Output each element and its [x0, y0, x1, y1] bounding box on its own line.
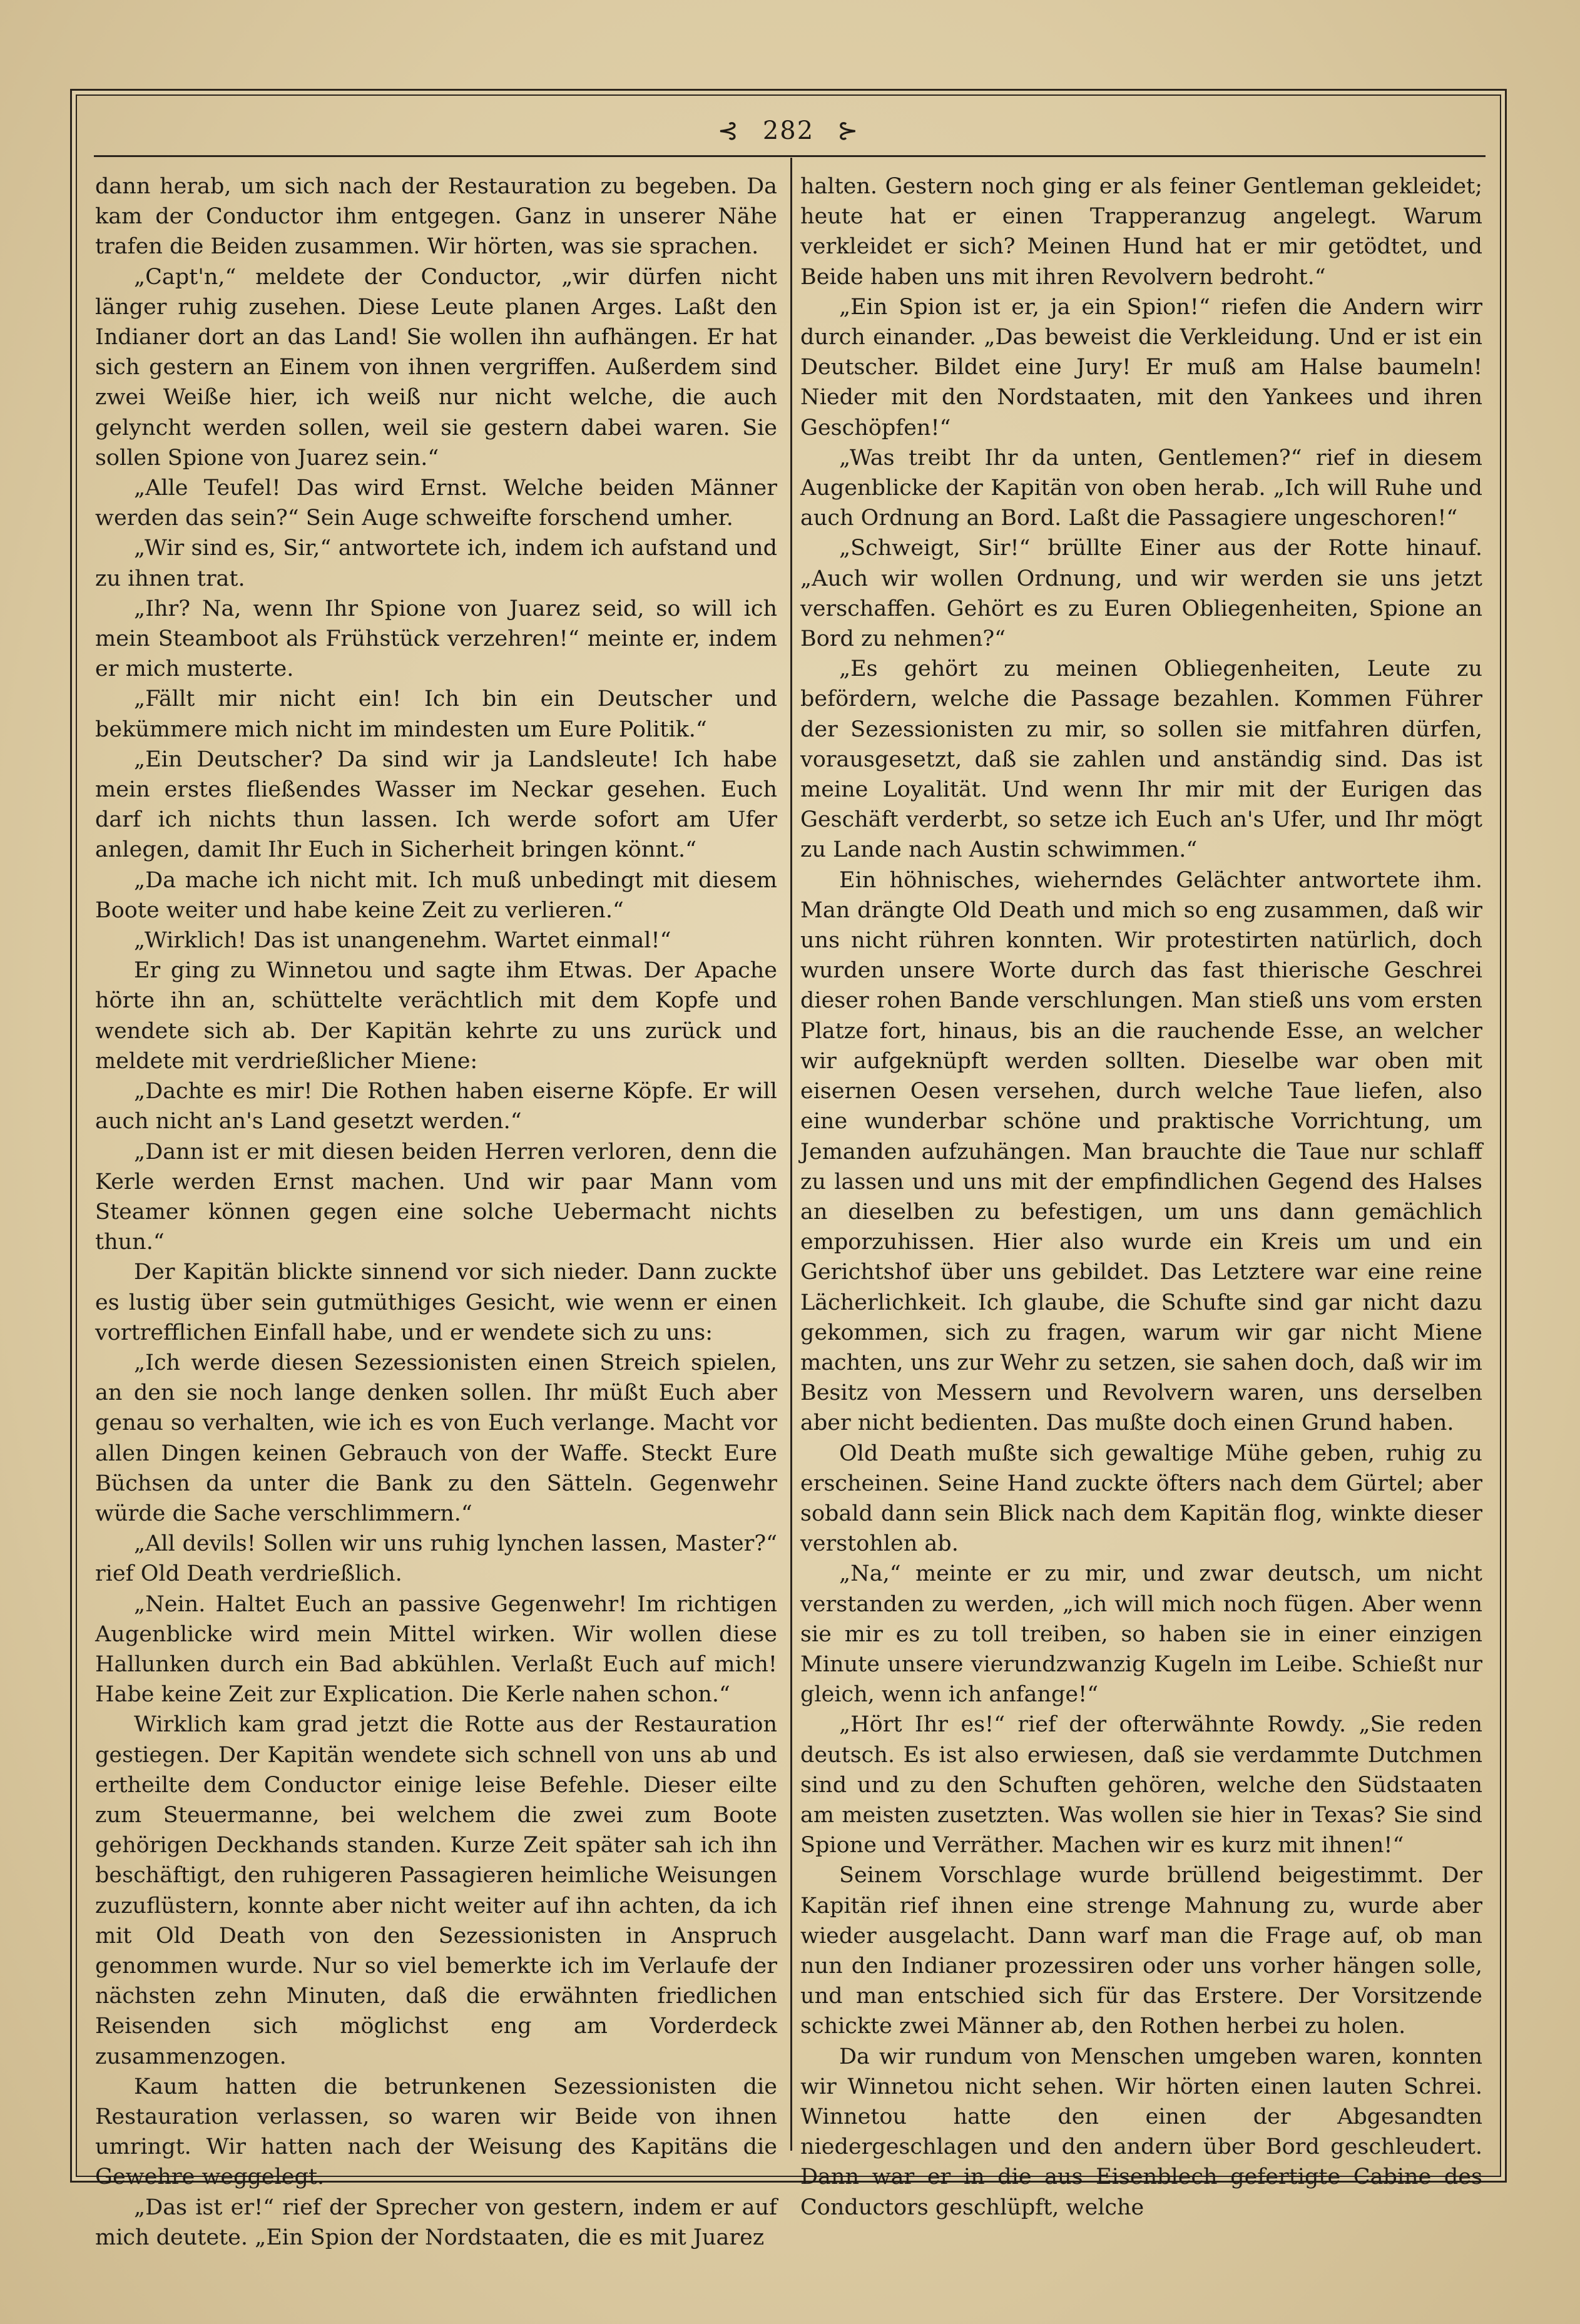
paragraph: „Nein. Haltet Euch an passive Gegenwehr! Im richtigen Augenblicke wird mein Mittel wirken. Wir wollen diese Hallunken durch ein Bad abkühlen. Verlaßt Euch auf mich! Habe keine Zeit zur Explication. Die Kerle nahen schon.“	[95, 1591, 777, 1708]
paragraph: „Was treibt Ihr da unten, Gentlemen?“ rief in diesem Augenblicke der Kapitän von oben herab. „Ich will Ruhe und auch Ordnung an Bord. Laßt die Passagiere ungeschoren!“	[800, 445, 1482, 531]
paragraph: Ein höhnisches, wieherndes Gelächter antwortete ihm. Man drängte Old Death und mich so eng zusammen, daß wir uns nicht rühren konnten. Wir protestirten natürlich, doch wurden unsere Worte durch das fast thierische Geschrei dieser rohen Bande verschlungen. Man stieß uns vom ersten Platze fort, hinaus, bis an die rauchende Esse, an welcher wir aufgeknüpft werden sollten. Dieselbe war oben mit eisernen Oesen versehen, durch welche Taue liefen, also eine wunderbar schöne und praktische Vorrichtung, um Jemanden aufzuhängen. Man brauchte die Taue nur schlaff zu lassen und uns mit der empfindlichen Gegend des Halses an dieselben zu befestigen, um uns dann gemächlich emporzuhissen. Hier also wurde ein Kreis um und ein Gerichtshof über uns gebildet. Das Letztere war eine reine Lächerlichkeit. Ich glaube, die Schufte sind gar nicht dazu gekommen, sich zu fragen, warum wir gar nicht Miene machten, uns zur Wehr zu setzen, sie sahen doch, daß wir im Besitz von Messern und Revolvern waren, uns derselben aber nicht bedienten. Das mußte doch einen Grund haben.	[800, 867, 1482, 1436]
ornament-left-icon: ⊰	[717, 116, 740, 145]
paragraph: „Das ist er!“ rief der Sprecher von gestern, indem er auf mich deutete. „Ein Spion der Nordstaaten, die es mit Juarez	[95, 2194, 777, 2250]
paragraph: „Dachte es mir! Die Rothen haben eiserne Köpfe. Er will auch nicht an's Land gesetzt werden.“	[95, 1079, 777, 1134]
paragraph: Der Kapitän blickte sinnend vor sich nieder. Dann zuckte es lustig über sein gutmüthiges Gesicht, wie wenn er einen vortrefflichen Einfall habe, und er wendete sich zu uns:	[95, 1260, 777, 1345]
paragraph: Da wir rundum von Menschen umgeben waren, konnten wir Winnetou nicht sehen. Wir hörten einen lauten Schrei. Winnetou hatte den einen der Abgesandten niedergeschlagen und den andern über Bord geschleudert. Dann war er in die aus Eisenblech gefertigte Cabine des Conductors geschlüpft, welche	[800, 2044, 1482, 2220]
paragraph: Kaum hatten die betrunkenen Sezessionisten die Restauration verlassen, so waren wir Beide von ihnen umringt. Wir hatten nach der Weisung des Kapitäns die Gewehre weggelegt.	[95, 2074, 777, 2190]
paragraph: Er ging zu Winnetou und sagte ihm Etwas. Der Apache hörte ihn an, schüttelte verächtlich mit dem Kopfe und wendete sich ab. Der Kapitän kehrte zu uns zurück und meldete mit verdrießlicher Miene:	[95, 958, 777, 1074]
paragraph: „Ich werde diesen Sezessionisten einen Streich spielen, an den sie noch lange denken sollen. Ihr müßt Euch aber genau so verhalten, wie ich es von Euch verlange. Macht vor allen Dingen keinen Gebrauch von der Waffe. Steckt Eure Büchsen da unter die Bank zu den Sätteln. Gegenwehr würde die Sache verschlimmern.“	[95, 1350, 777, 1526]
paragraph: „Da mache ich nicht mit. Ich muß unbedingt mit diesem Boote weiter und habe keine Zeit zu verlieren.“	[95, 867, 777, 923]
left-column	[95, 171, 777, 2250]
paragraph: „Alle Teufel! Das wird Ernst. Welche beiden Männer werden das sein?“ Sein Auge schweifte forschend umher.	[95, 476, 777, 531]
paragraph: „Ein Spion ist er, ja ein Spion!“ riefen die Andern wirr durch einander. „Das beweist die Verkleidung. Und er ist ein Deutscher. Bildet eine Jury! Er muß am Halse baumeln! Nieder mit den Nordstaaten, mit den Yankees und ihren Geschöpfen!“	[800, 294, 1482, 441]
paragraph: „Na,“ meinte er zu mir, und zwar deutsch, um nicht verstanden zu werden, „ich will mich noch fügen. Aber wenn sie mir es zu toll treiben, so haben sie in einer einzigen Minute unsere vierundzwanzig Kugeln im Leibe. Schießt nur gleich, wenn ich anfange!“	[800, 1561, 1482, 1708]
paragraph: „Ihr? Na, wenn Ihr Spione von Juarez seid, so will ich mein Steamboot als Frühstück verzehren!“ meinte er, indem er mich musterte.	[95, 596, 777, 682]
paragraph: Wirklich kam grad jetzt die Rotte aus der Restauration gestiegen. Der Kapitän wendete sich schnell von uns ab und ertheilte dem Conductor einige leise Befehle. Dieser eilte zum Steuermanne, bei welchem die zwei zum Boote gehörigen Deckhands standen. Kurze Zeit später sah ich ihn beschäftigt, den ruhigeren Passagieren heimliche Weisungen zuzuflüstern, konnte aber nicht weiter auf ihn achten, da ich mit Old Death von den Sezessionisten in Anspruch genommen wurde. Nur so viel bemerkte ich im Verlaufe der nächsten zehn Minuten, daß die erwähnten friedlichen Reisenden sich möglichst eng am Vorderdeck zusammenzogen.	[95, 1712, 777, 2069]
paragraph: dann herab, um sich nach der Restauration zu begeben. Da kam der Conductor ihm entgegen. Ganz in unserer Nähe trafen die Beiden zusammen. Wir hörten, was sie sprachen.	[95, 174, 777, 260]
paragraph: „Wir sind es, Sir,“ antwortete ich, indem ich aufstand und zu ihnen trat.	[95, 536, 777, 591]
right-column	[800, 171, 1482, 2220]
paragraph: „Hört Ihr es!“ rief der ofterwähnte Rowdy. „Sie reden deutsch. Es ist also erwiesen, daß sie verdammte Dutchmen sind und zu den Schuften gehören, welche den Südstaaten am meisten zusetzten. Was wollen sie hier in Texas? Sie sind Spione und Verräther. Machen wir es kurz mit ihnen!“	[800, 1712, 1482, 1858]
paragraph: „Capt'n,“ meldete der Conductor, „wir dürfen nicht länger ruhig zusehen. Diese Leute planen Arges. Laßt den Indianer dort an das Land! Sie wollen ihn aufhängen. Er hat sich gestern an Einem von ihnen vergriffen. Außerdem sind zwei Weiße hier, ich weiß nur nicht welche, die auch gelyncht werden sollen, weil sie gestern dabei waren. Sie sollen Spione von Juarez sein.“	[95, 264, 777, 471]
column-divider	[790, 158, 792, 2151]
paragraph: „Es gehört zu meinen Obliegenheiten, Leute zu befördern, welche die Passage bezahlen. Kommen Führer der Sezessionisten zu mir, so sollen sie mitfahren dürfen, vorausgesetzt, daß sie zahlen und anständig sind. Das ist meine Loyalität. Und wenn Ihr mir mit der Eurigen das Geschäft verderbt, so setze ich Euch an's Ufer, und Ihr mögt zu Lande nach Austin schwimmen.“	[800, 656, 1482, 863]
paragraph: „Fällt mir nicht ein! Ich bin ein Deutscher und bekümmere mich nicht im mindesten um Eure Politik.“	[95, 686, 777, 742]
paragraph: „Schweigt, Sir!“ brüllte Einer aus der Rotte hinauf. „Auch wir wollen Ordnung, und wir werden sie uns jetzt verschaffen. Gehört es zu Euren Obliegenheiten, Spione an Bord zu nehmen?“	[800, 536, 1482, 652]
paragraph: „Ein Deutscher? Da sind wir ja Landsleute! Ich habe mein erstes fließendes Wasser im Neckar gesehen. Euch darf ich nichts thun lassen. Ich werde sofort am Ufer anlegen, damit Ihr Euch in Sicherheit bringen könnt.“	[95, 747, 777, 863]
paragraph: Old Death mußte sich gewaltige Mühe geben, ruhig zu erscheinen. Seine Hand zuckte öfters nach dem Gürtel; aber sobald dann sein Blick nach dem Kapitän flog, winkte dieser verstohlen ab.	[800, 1440, 1482, 1557]
paragraph: „Dann ist er mit diesen beiden Herren verloren, denn die Kerle werden Ernst machen. Und wir paar Mann vom Steamer können gegen eine solche Uebermacht nichts thun.“	[95, 1139, 777, 1255]
ornament-right-icon: ⊱	[837, 116, 860, 145]
page-number: 282	[762, 116, 815, 145]
header-rule	[94, 155, 1486, 157]
paragraph: halten. Gestern noch ging er als feiner Gentleman gekleidet; heute hat er einen Trapperanzug angelegt. Warum verkleidet er sich? Meinen Hund hat er mir getödtet, und Beide haben uns mit ihren Revolvern bedroht.“	[800, 174, 1482, 290]
paragraph: „All devils! Sollen wir uns ruhig lynchen lassen, Master?“ rief Old Death verdrießlich.	[95, 1531, 777, 1587]
paragraph: „Wirklich! Das ist unangenehm. Wartet einmal!“	[134, 928, 671, 954]
paragraph: Seinem Vorschlage wurde brüllend beigestimmt. Der Kapitän rief ihnen eine strenge Mahnung zu, wurde aber wieder ausgelacht. Dann warf man die Frage auf, ob man nun den Indianer prozessiren oder uns vorher hängen solle, und man entschied sich für das Erstere. Der Vorsitzende schickte zwei Männer ab, den Rothen herbei zu holen.	[800, 1863, 1482, 2039]
page-header	[70, 116, 1507, 145]
